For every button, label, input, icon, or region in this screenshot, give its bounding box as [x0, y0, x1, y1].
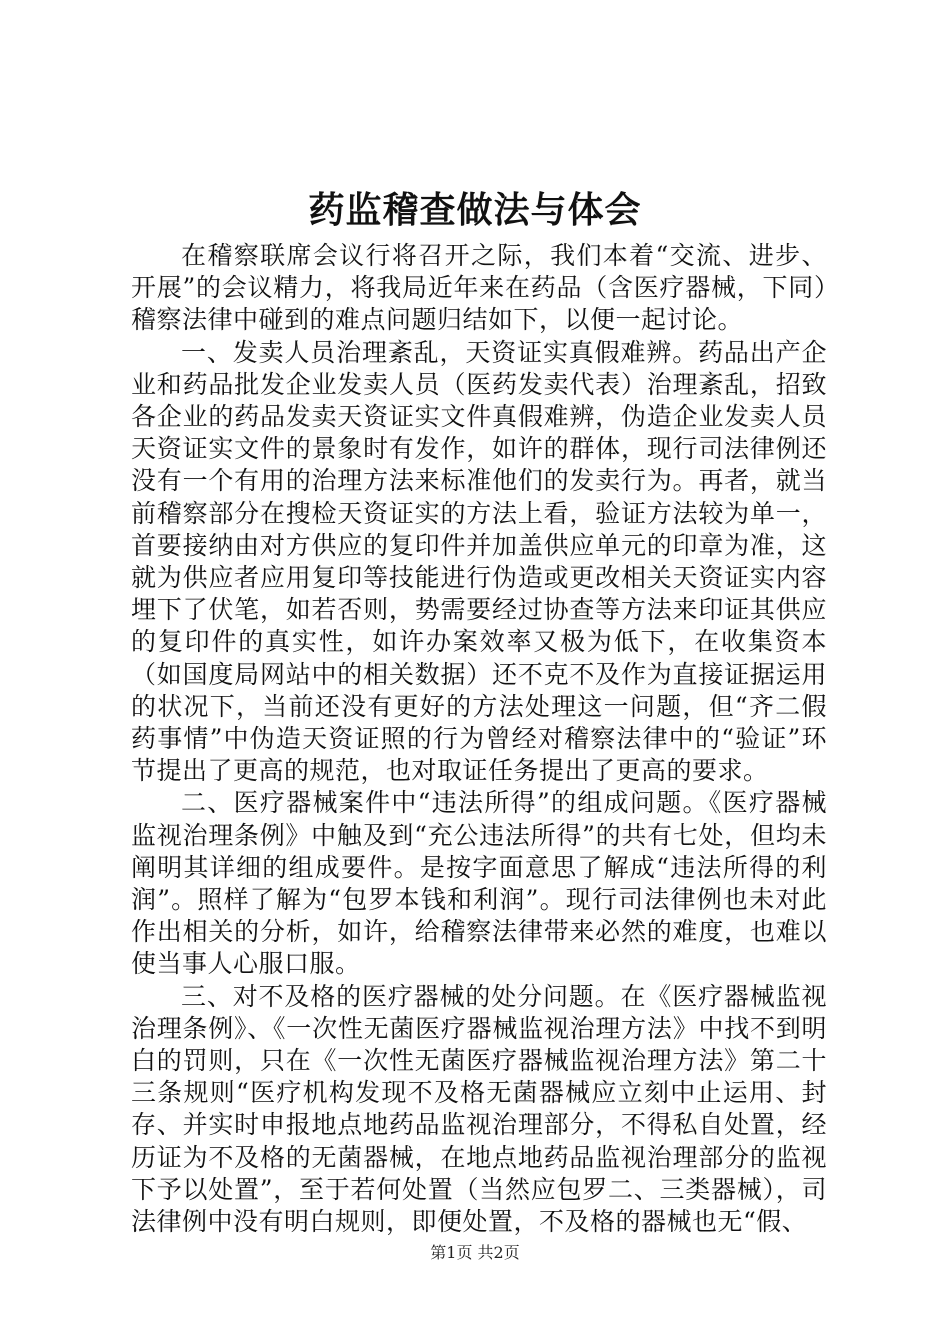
paragraph-section-2: 二、医疗器械案件中“违法所得”的组成问题。《医疗器械监视治理条例》中触及到“充公违法所得”的共有七处，但均未阐明其详细的组成要件。是按字面意思了解成“违法所得的利润”。照样了解为“包罗本钱和利润”。现行司法律例也未对此作出相关的分析，如许，给稽察法律带来必然的难度，也难以使当事人心服口服。	[131, 788, 827, 979]
paragraph-intro: 在稽察联席会议行将召开之际，我们本着“交流、进步、开展”的会议精力，将我局近年来在药品（含医疗器械，下同）稽察法律中碰到的难点问题归结如下，以便一起讨论。	[131, 241, 827, 335]
document-body	[131, 240, 827, 1238]
document-title: 药监稽查做法与体会	[308, 189, 642, 231]
paragraph-section-3: 三、对不及格的医疗器械的处分问题。在《医疗器械监视治理条例》、《一次性无菌医疗器械监视治理方法》中找不到明白的罚则，只在《一次性无菌医疗器械监视治理方法》第二十三条规则“医疗机构发现不及格无菌器械应立刻中止运用、封存、并实时申报地点地药品监视治理部分，不得私自处置，经历证为不及格的无菌器械，在地点地药品监视治理部分的监视下予以处置”，至于若何处置（当然应包罗二、三类器械），司法律例中没有明白规则，即便处置，不及格的器械也无“假、	[131, 981, 827, 1237]
paragraph-section-1: 一、发卖人员治理紊乱，天资证实真假难辨。药品出产企业和药品批发企业发卖人员（医药发卖代表）治理紊乱，招致各企业的药品发卖天资证实文件真假难辨，伪造企业发卖人员天资证实文件的景象时有发作，如许的群体，现行司法律例还没有一个有用的治理方法来标准他们的发卖行为。再者，就当前稽察部分在搜检天资证实的方法上看，验证方法较为单一，首要接纳由对方供应的复印件并加盖供应单元的印章为准，这就为供应者应用复印等技能进行伪造或更改相关天资证实内容埋下了伏笔，如若否则，势需要经过协查等方法来印证其供应的复印件的真实性，如许办案效率又极为低下，在收集资本（如国度局网站中的相关数据）还不克不及作为直接证据运用的状况下，当前还没有更好的方法处理这一问题，但“齐二假药事情”中伪造天资证照的行为曾经对稽察法律中的“验证”环节提出了更高的规范，也对取证任务提出了更高的要求。	[131, 337, 827, 786]
page-number-footer: 第1页 共2页	[430, 1243, 520, 1262]
